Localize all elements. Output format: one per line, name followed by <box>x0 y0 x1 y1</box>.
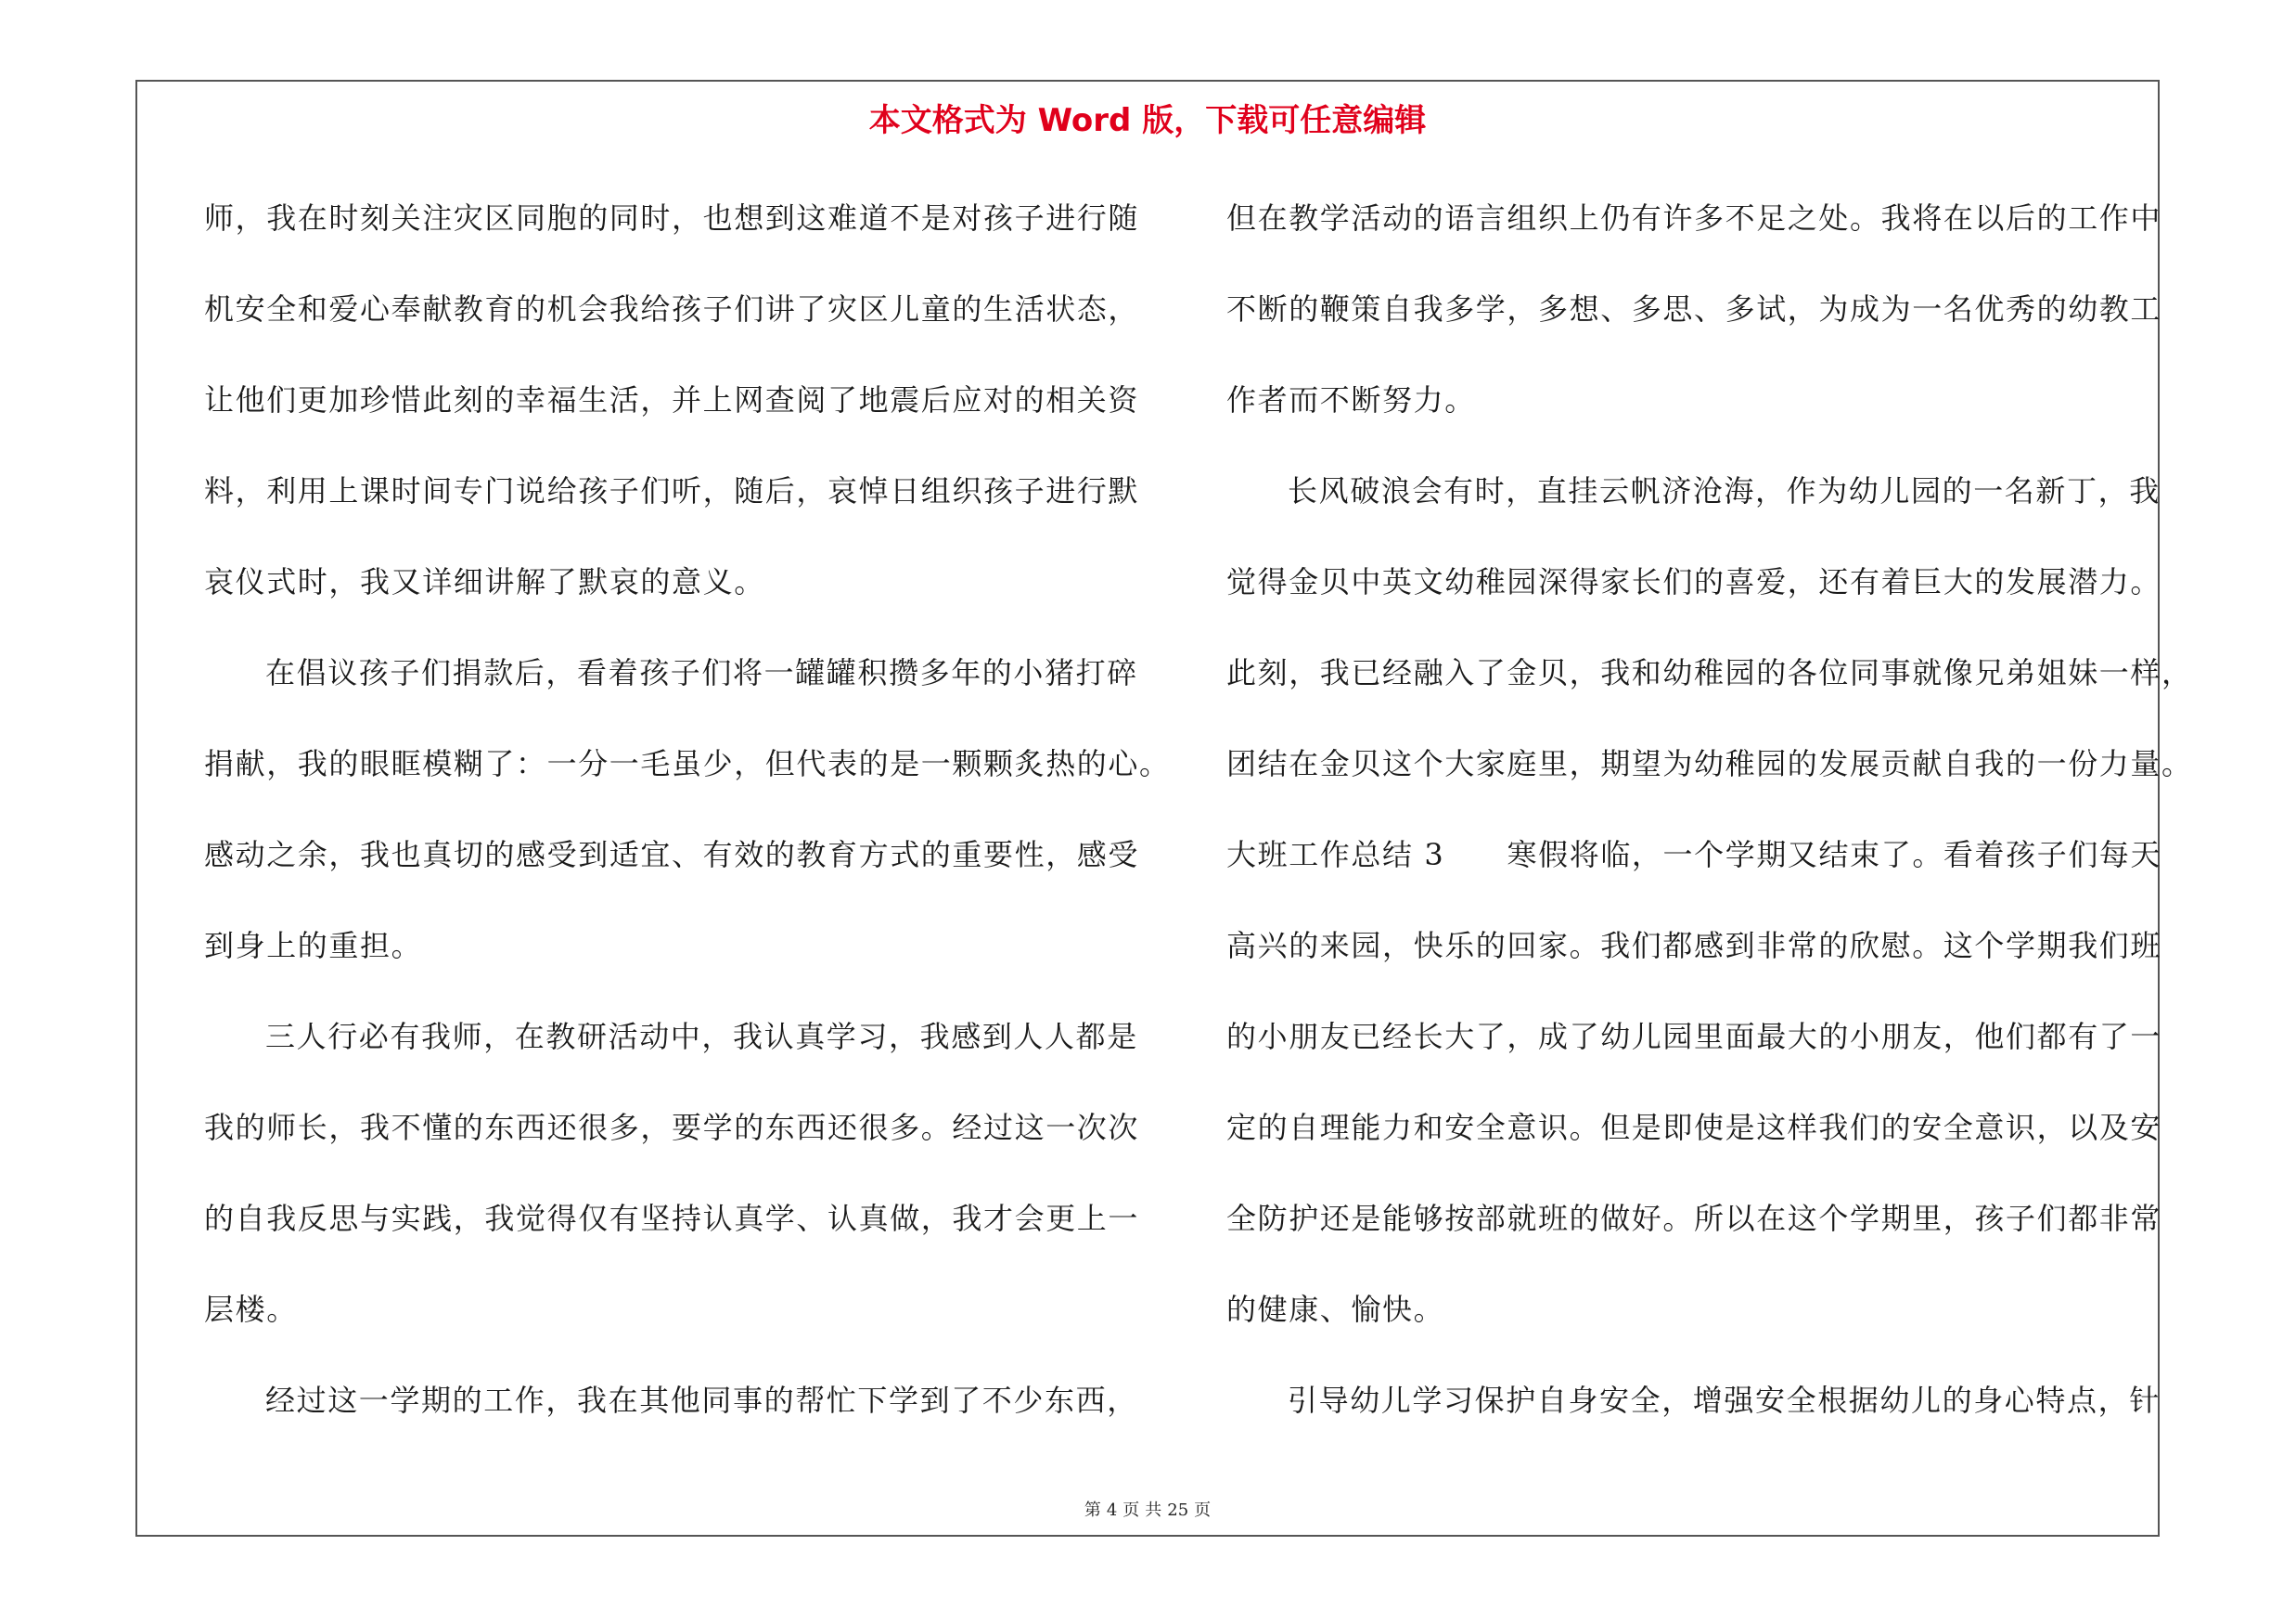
text-line: 高兴的来园，快乐的回家。我们都感到非常的欣慰。这个学期我们班 <box>1226 928 2162 963</box>
text-line: 的小朋友已经长大了，成了幼儿园里面最大的小朋友，他们都有了一 <box>1226 1019 2162 1054</box>
text-line: 此刻，我已经融入了金贝，我和幼稚园的各位同事就像兄弟姐妹一样， <box>1226 655 2193 690</box>
text-line: 我的师长，我不懂的东西还很多，要学的东西还很多。经过这一次次 <box>204 1110 1140 1145</box>
text-line: 全防护还是能够按部就班的做好。所以在这个学期里，孩子们都非常 <box>1226 1201 2162 1236</box>
text-line: 的自我反思与实践，我觉得仅有坚持认真学、认真做，我才会更上一 <box>204 1201 1140 1236</box>
text-line: 师，我在时刻关注灾区同胞的同时，也想到这难道不是对孩子进行随 <box>204 200 1140 236</box>
text-line: 哀仪式时，我又详细讲解了默哀的意义。 <box>204 564 765 599</box>
text-line: 作者而不断努力。 <box>1226 382 1476 418</box>
text-line: 引导幼儿学习保护自身安全，增强安全根据幼儿的身心特点，针 <box>1288 1383 2161 1418</box>
footer-page-unit: 页 <box>1122 1501 1140 1520</box>
footer-prefix: 第 <box>1084 1501 1101 1520</box>
page-number-footer <box>137 1500 2158 1522</box>
text-line: 的健康、愉快。 <box>1226 1292 1445 1327</box>
text-line: 定的自理能力和安全意识。但是即使是这样我们的安全意识，以及安 <box>1226 1110 2162 1145</box>
text-line: 但在教学活动的语言组织上仍有许多不足之处。我将在以后的工作中 <box>1226 200 2162 236</box>
footer-total-prefix: 共 <box>1145 1501 1162 1520</box>
text-line: 感动之余，我也真切的感受到适宜、有效的教育方式的重要性，感受 <box>204 837 1140 872</box>
text-line: 在倡议孩子们捐款后，看着孩子们将一罐罐积攒多年的小猪打碎 <box>265 655 1138 690</box>
footer-total-pages: 25 <box>1167 1501 1189 1520</box>
text-line: 到身上的重担。 <box>204 928 423 963</box>
text-line: 长风破浪会有时，直挂云帆济沧海，作为幼儿园的一名新丁，我 <box>1288 473 2161 509</box>
text-line: 捐献，我的眼眶模糊了：一分一毛虽少，但代表的是一颗颗炙热的心。 <box>204 746 1171 781</box>
format-notice-header: 本文格式为 Word 版，下载可任意编辑 <box>868 102 1427 139</box>
footer-total-unit: 页 <box>1194 1501 1212 1520</box>
text-line: 团结在金贝这个大家庭里，期望为幼稚园的发展贡献自我的一份力量。 <box>1226 746 2193 781</box>
text-line: 觉得金贝中英文幼稚园深得家长们的喜爱，还有着巨大的发展潜力。 <box>1226 564 2162 599</box>
text-line: 大班工作总结 3 寒假将临，一个学期又结束了。看着孩子们每天 <box>1226 837 2162 872</box>
text-line: 机安全和爱心奉献教育的机会我给孩子们讲了灾区儿童的生活状态， <box>204 291 1140 327</box>
text-line: 不断的鞭策自我多学，多想、多思、多试，为成为一名优秀的幼教工 <box>1226 291 2162 327</box>
document-page <box>135 80 2193 1537</box>
text-line: 三人行必有我师，在教研活动中，我认真学习，我感到人人都是 <box>265 1019 1138 1054</box>
text-line: 层楼。 <box>204 1292 298 1327</box>
text-line: 让他们更加珍惜此刻的幸福生活，并上网查阅了地震后应对的相关资 <box>204 382 1140 418</box>
left-text-column <box>204 173 1171 1446</box>
text-line: 料，利用上课时间专门说给孩子们听，随后，哀悼日组织孩子进行默 <box>204 473 1140 509</box>
footer-current-page: 4 <box>1106 1501 1118 1520</box>
text-line: 经过这一学期的工作，我在其他同事的帮忙下学到了不少东西， <box>265 1383 1138 1418</box>
right-text-column <box>1226 173 2193 1446</box>
